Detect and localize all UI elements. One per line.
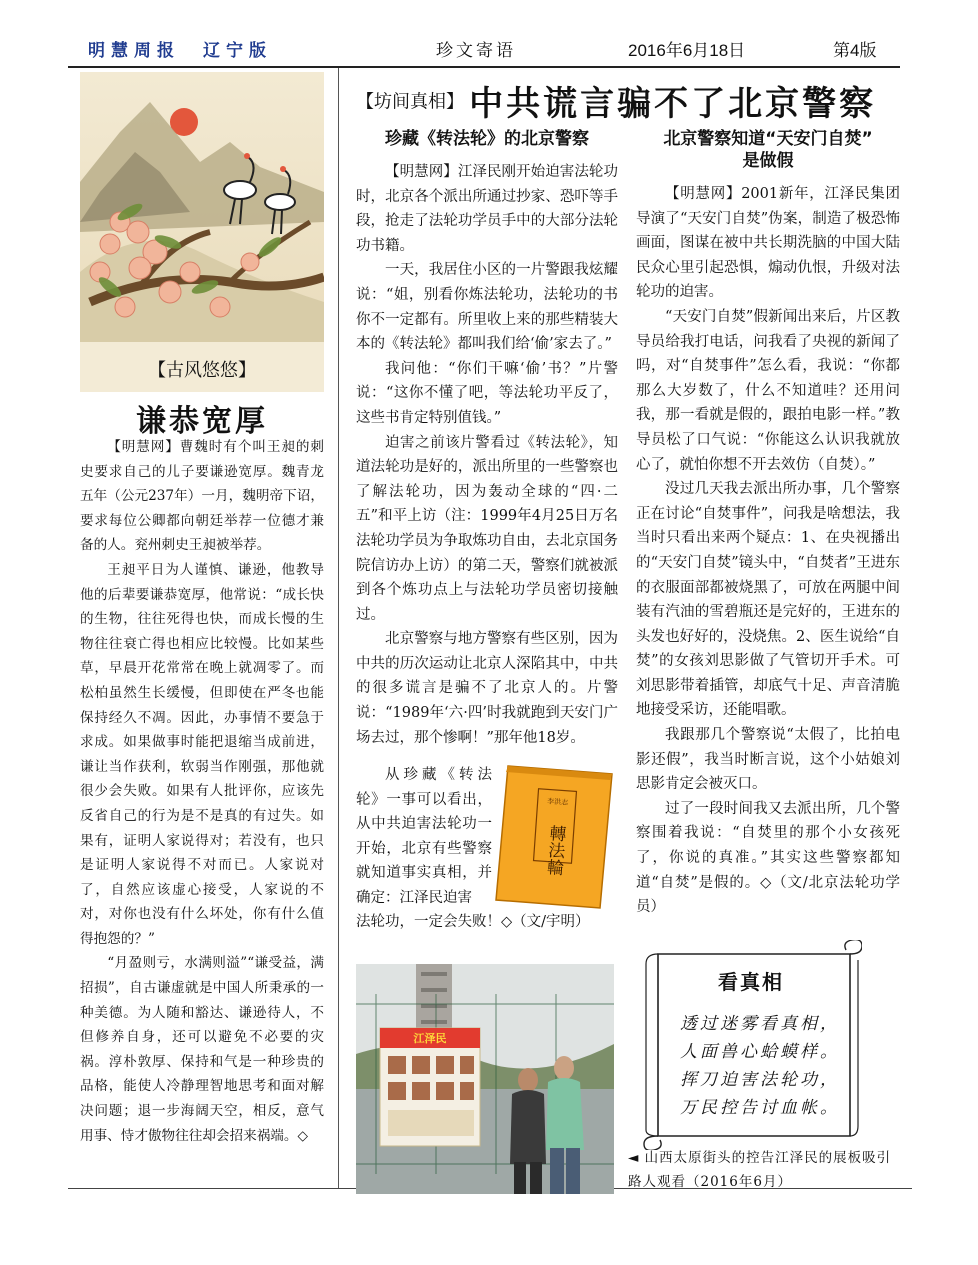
article2-title-line1: 北京警察知道“天安门自焚” bbox=[663, 129, 873, 149]
paragraph: 【明慧网】江泽民刚开始迫害法轮功时，北京各个派出所通过抄家、恐吓等手段，抢走了法轮功学员手中的大部分法轮功书籍。 bbox=[356, 164, 618, 254]
column-divider bbox=[338, 68, 339, 1188]
poem-line: 万民控告讨血帐。 bbox=[680, 1098, 840, 1118]
book-label: 轉法輪 bbox=[542, 823, 567, 877]
article2-title-line2: 是做假 bbox=[742, 151, 794, 171]
paragraph: “天安门自焚”假新闻出来后，片区教导员给我打电话，问我看了央视的新闻了吗，对“自焚事件”怎么看，我说：“你都那么大岁数了，什么不知道哇？还用问我，那一看就是假的，跟拍电影一样。”教导员松了口气说：“你能这么认识我就放心了，就怕你想不开去效仿（自焚）。” bbox=[636, 308, 900, 473]
paragraph: 王昶平日为人谨慎、谦逊，他教导他的后辈要谦恭宽厚，他常说：“成长快的生物，往往死得也快，而成长慢的生物往往衰亡得也相应比较慢。比如某些草，早晨开花常常在晚上就凋零了。而松柏虽然生长缓慢，但即使在严冬也能保持经久不凋。因此，办事情不要急于求成。如果做事时能把退缩当成前进，谦让当作获利，软弱当作刚强，那他就很少会失败。如果有人批评你，应该先反省自己的行为是不是真的有过失。如果有，证明人家说得对；若没有，也只是证明人家说得不对而已。人家说对了，自然应该虚心接受，人家说的不对，对你也没有什么坏处，你有什么值得抱怨的？” bbox=[80, 561, 324, 947]
photo-caption: ◄ 山西太原街头的控告江泽民的展板吸引路人观看（2016年6月） bbox=[628, 1150, 892, 1190]
paragraph: 从珍藏《转法轮》一事可以看出，从中共迫害法轮功一开始，北京有些警察就知道事实真相，并确定：江泽民迫害 bbox=[356, 767, 492, 906]
poem bbox=[680, 1010, 870, 1122]
article1-title: 珍藏《转法轮》的北京警察 bbox=[385, 129, 589, 149]
masthead: 明慧周报 辽宁版 bbox=[88, 41, 272, 61]
paragraph: 一天，我居住小区的一片警跟我炫耀说：“姐，别看你炼法轮功，法轮功的书你不一定都有。所里收上来的那些精装大本的《转法轮》都叫我们给‘偷’家去了。” bbox=[356, 262, 618, 353]
page-number: 第4版 bbox=[833, 41, 877, 60]
left-article-body bbox=[80, 435, 324, 1148]
poem-line: 挥刀迫害法轮功， bbox=[680, 1070, 840, 1090]
article1-float-text bbox=[356, 763, 492, 911]
poem-line: 人面兽心蛤蟆样。 bbox=[680, 1042, 840, 1062]
crane-peach-painting bbox=[80, 72, 324, 342]
poem-line: 透过迷雾看真相， bbox=[680, 1014, 840, 1034]
section-banner bbox=[356, 76, 900, 124]
book-label-small: 李洪志 bbox=[546, 797, 569, 807]
issue-date: 2016年6月18日 bbox=[628, 41, 746, 60]
street-photo bbox=[356, 964, 614, 1194]
section-tag: 【古风悠悠】 bbox=[148, 360, 256, 381]
article1-tail: 法轮功，一定会失败！◇（文/宇明） bbox=[356, 914, 590, 930]
column-name: 珍文寄语 bbox=[436, 41, 516, 61]
paragraph: 北京警察与地方警察有些区别，因为中共的历次运动让北京人深陷其中，中共的很多谎言是骗不了北京人的。片警说：“1989年‘六·四’时我就跑到天安门广场去过，那个惨啊！”那年他18岁。 bbox=[356, 631, 618, 746]
paragraph: 过了一段时间我又去派出所，几个警察围着我说：“自焚里的那个小女孩死了，你说的真准。”其实这些警察都知道“自焚”是假的。◇（文/北京法轮功学员） bbox=[636, 800, 900, 916]
paragraph: 我跟那几个警察说“太假了，比拍电影还假”，我当时断言说，这个小姑娘刘思影肯定会被灭口。 bbox=[636, 727, 900, 793]
book-image bbox=[494, 760, 614, 910]
banner-title: 中共谎言骗不了北京警察 bbox=[469, 84, 877, 124]
banner-tag: 【坊间真相】 bbox=[356, 91, 464, 113]
paragraph: “月盈则亏，水满则溢”“谦受益，满招损”，自古谦虚就是中国人所秉承的一种美德。为人随和豁达、谦逊待人，不但修养自身，还可以避免不必要的灾祸。淳朴敦厚、保持和气是一种珍贵的品格，能使人冷静理智地思考和面对解决问题；退一步海阔天空，相反，意气用事、恃才傲物往往却会招来祸端。◇ bbox=[80, 955, 324, 1144]
article2-body bbox=[636, 182, 900, 920]
header-rule bbox=[68, 66, 900, 68]
paragraph: 【明慧网】2001新年，江泽民集团导演了“天安门自焚”伪案，制造了极恐怖画面，图谋在被中共长期洗脑的中国大陆民众心里引起恐惧，煽动仇恨，升级对法轮功的迫害。 bbox=[636, 186, 900, 301]
poster-text: 江泽民 bbox=[413, 1032, 447, 1045]
article2-title bbox=[636, 128, 900, 172]
article1-body bbox=[356, 160, 618, 750]
paragraph: 我问他：“你们干嘛‘偷’书？”片警说：“这你不懂了吧，等法轮功平反了，这些书肯定特别值钱。” bbox=[356, 360, 618, 426]
paragraph: 没过几天我去派出所办事，几个警察正在讨论“自焚事件”，问我是啥想法，我当时只看出来两个疑点：1、在央视播出的“天安门自焚”镜头中，“自焚者”王进东的衣服面部都被烧黑了，可放在两腿中间装有汽油的雪碧瓶还是完好的，王进东的头发也好好的，没烧焦。2、医生说给“自焚”的女孩刘思影做了气管切开手术。可刘思影带着插管，却底气十足、声音清脆地接受采访，还能唱歌。 bbox=[636, 481, 900, 719]
paragraph: 【明慧网】曹魏时有个叫王昶的刺史要求自己的儿子要谦逊宽厚。魏青龙五年（公元237年）一月，魏明帝下诏，要求每位公卿都向朝廷举荐一位德才兼备的人。兖州刺史王昶被举荐。 bbox=[80, 439, 324, 554]
left-article-title: 谦恭宽厚 bbox=[136, 404, 268, 439]
scroll-title: 看真相 bbox=[718, 970, 784, 994]
paragraph: 迫害之前该片警看过《转法轮》，知道法轮功是好的，派出所里的一些警察也了解法轮功，因为轰动全球的“四·二五”和平上访（注：1999年4月25日万名法轮功学员为争取炼功自由，去北京国务院信访办上访）的第二天，警察们就被派到各个炼功点上与法轮功学员密切接触过。 bbox=[356, 434, 618, 623]
